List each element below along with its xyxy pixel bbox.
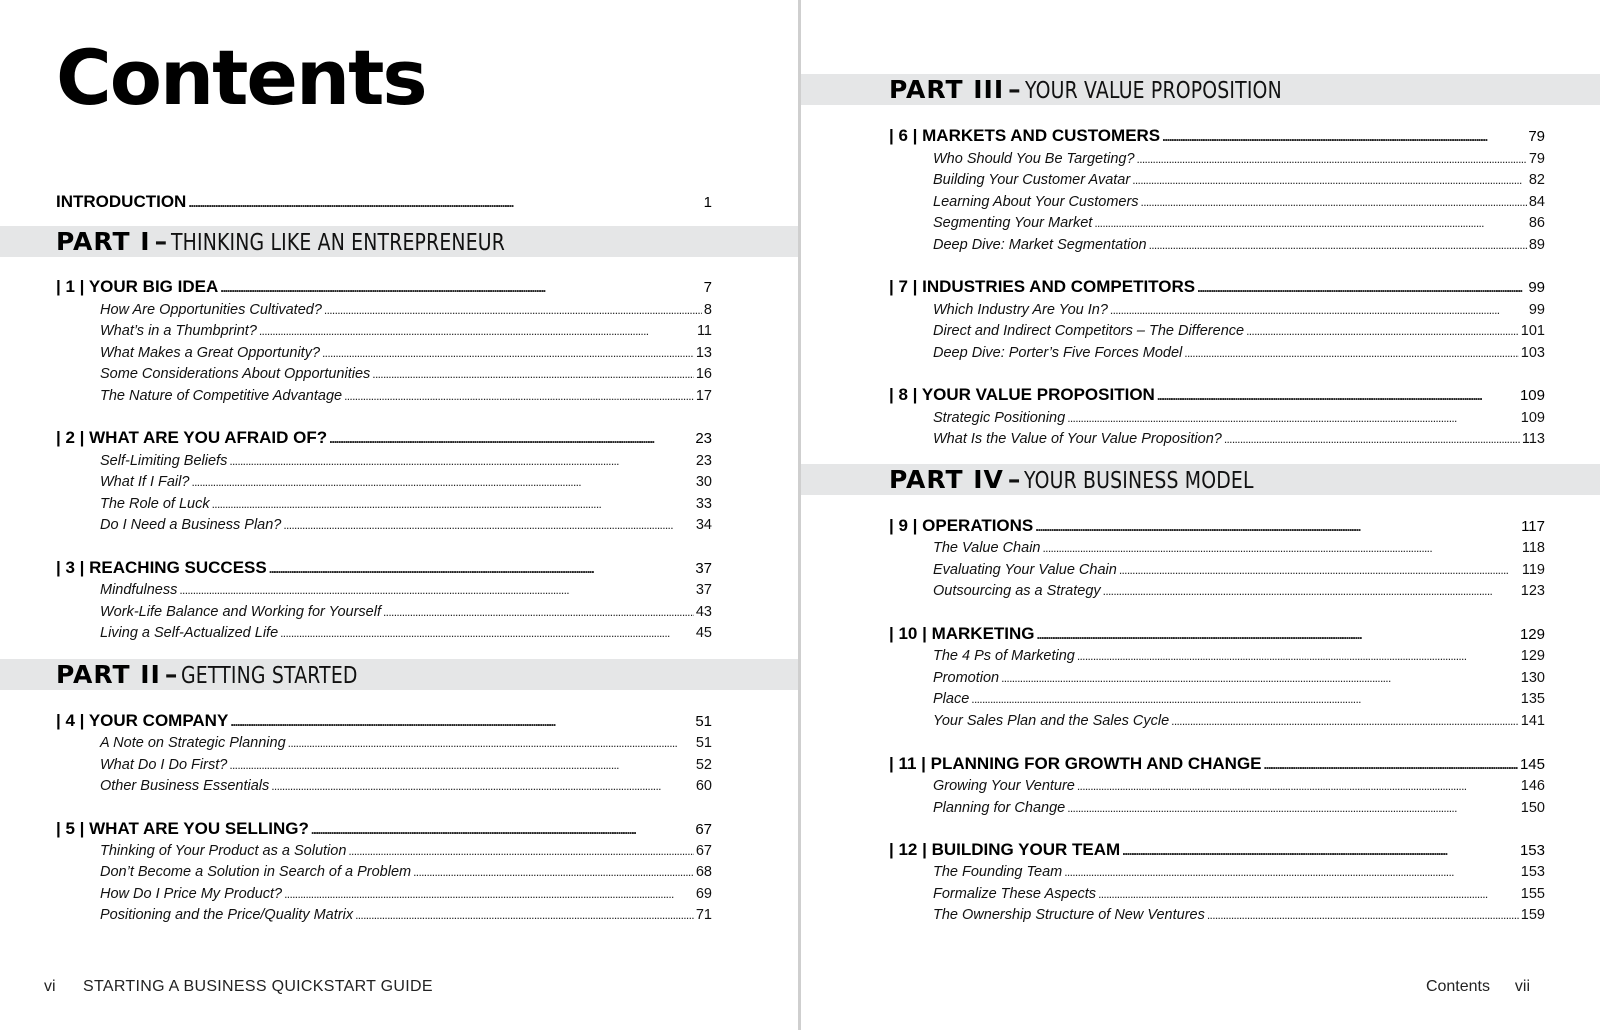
toc-section[interactable] (933, 776, 1545, 796)
page-number: 99 (1528, 279, 1545, 296)
toc-section[interactable] (100, 472, 712, 492)
section-title: Positioning and the Price/Quality Matrix (100, 907, 354, 923)
dot-leader (1035, 516, 1519, 537)
page-number: 69 (695, 886, 712, 902)
dot-leader (1001, 668, 1519, 688)
toc-chapter[interactable] (889, 624, 1545, 644)
page-number: 129 (1519, 626, 1545, 643)
toc-section[interactable] (933, 321, 1545, 341)
section-title: Growing Your Venture (933, 778, 1075, 794)
toc-section[interactable] (933, 668, 1545, 688)
dot-leader (283, 515, 694, 535)
page-number: 34 (695, 517, 712, 533)
chapter-title: | 9 | OPERATIONS (889, 516, 1034, 535)
chapter-title: | 11 | PLANNING FOR GROWTH AND CHANGE (889, 754, 1262, 773)
page-number: 7 (703, 279, 712, 296)
dot-leader (1037, 624, 1518, 645)
toc-section[interactable] (933, 192, 1545, 212)
toc-section[interactable] (100, 386, 712, 406)
section-title: Who Should You Be Targeting? (933, 151, 1135, 167)
section-title: The Role of Luck (100, 496, 210, 512)
toc-section[interactable] (933, 646, 1545, 666)
page-number: 123 (1520, 583, 1545, 599)
page-number: 17 (695, 388, 712, 404)
dot-leader (1246, 321, 1519, 341)
section-title: Formalize These Aspects (933, 886, 1097, 902)
section-title: Place (933, 691, 970, 707)
section-title: Deep Dive: Market Segmentation (933, 237, 1147, 253)
page-number: 68 (695, 864, 712, 880)
dot-leader (230, 711, 693, 732)
section-title: What Do I Do First? (100, 757, 228, 773)
section-title: Strategic Positioning (933, 410, 1066, 426)
chapter-title: | 3 | REACHING SUCCESS (56, 558, 267, 577)
part-separator: – (164, 660, 178, 689)
page-number: 117 (1521, 518, 1545, 535)
dot-leader (1197, 277, 1526, 298)
section-title: Evaluating Your Value Chain (933, 562, 1117, 578)
dot-leader (280, 623, 694, 643)
toc-section[interactable] (933, 689, 1545, 709)
toc-section[interactable] (100, 862, 712, 882)
page-number: 103 (1520, 345, 1545, 361)
dot-leader (1077, 776, 1519, 796)
dot-leader (1094, 213, 1527, 233)
part-title: YOUR VALUE PROPOSITION (1024, 78, 1282, 104)
toc-section[interactable] (100, 343, 712, 363)
chapter-title: | 5 | WHAT ARE YOU SELLING? (56, 819, 309, 838)
dot-leader (1207, 905, 1519, 925)
dot-leader (329, 428, 693, 449)
dot-leader (284, 884, 694, 904)
dot-leader (413, 862, 694, 882)
dot-leader (288, 733, 694, 753)
dot-leader (220, 277, 701, 298)
section-title: What Makes a Great Opportunity? (100, 345, 321, 361)
page-number: 33 (695, 496, 712, 512)
section-title: How Do I Price My Product? (100, 886, 283, 902)
part-label: PART II (56, 660, 161, 689)
toc-section[interactable] (933, 408, 1545, 428)
footer-running-head: Contents (1425, 978, 1490, 995)
section-title: What If I Fail? (100, 474, 190, 490)
toc-chapter[interactable] (889, 516, 1545, 536)
page-number: 1 (703, 194, 712, 211)
section-title: Direct and Indirect Competitors – The Difference (933, 323, 1245, 339)
dot-leader (191, 472, 693, 492)
dot-leader (188, 192, 701, 213)
section-title: Outsourcing as a Strategy (933, 583, 1101, 599)
dot-leader (383, 602, 694, 622)
toc-chapter[interactable] (889, 754, 1545, 774)
toc-section[interactable] (100, 515, 712, 535)
chapter-title: | 7 | INDUSTRIES AND COMPETITORS (889, 277, 1196, 296)
dot-leader (1224, 429, 1520, 449)
page-number: 23 (695, 453, 712, 469)
dot-leader (1119, 560, 1520, 580)
part-heading (0, 659, 798, 690)
section-title: Self-Limiting Beliefs (100, 453, 228, 469)
toc-chapter[interactable] (56, 428, 712, 448)
page-number: 37 (695, 560, 712, 577)
page-number: 43 (695, 604, 712, 620)
section-title: The Ownership Structure of New Ventures (933, 907, 1205, 923)
page-number: 86 (1528, 215, 1545, 231)
chapter-title: | 12 | BUILDING YOUR TEAM (889, 840, 1121, 859)
section-title: A Note on Strategic Planning (100, 735, 286, 751)
section-title: The 4 Ps of Marketing (933, 648, 1075, 664)
page-number: 84 (1528, 194, 1545, 210)
dot-leader (1171, 711, 1519, 731)
toc-section[interactable] (933, 170, 1545, 190)
toc-section[interactable] (933, 905, 1545, 925)
dot-leader (1141, 192, 1527, 212)
toc-section[interactable] (100, 776, 712, 796)
toc-section[interactable] (933, 300, 1545, 320)
page-number: 51 (695, 713, 712, 730)
dot-leader (229, 451, 694, 471)
toc-chapter[interactable] (889, 385, 1545, 405)
page-number: 16 (695, 366, 712, 382)
toc-section[interactable] (100, 841, 712, 861)
toc-section[interactable] (933, 711, 1545, 731)
section-title: The Value Chain (933, 540, 1041, 556)
page-number: 51 (695, 735, 712, 751)
toc-section[interactable] (933, 343, 1545, 363)
section-title: The Founding Team (933, 864, 1063, 880)
dot-leader (1132, 170, 1527, 190)
dot-leader (1067, 798, 1519, 818)
toc-section[interactable] (933, 429, 1545, 449)
dot-leader (212, 494, 694, 514)
toc-chapter[interactable] (56, 558, 712, 578)
dot-leader (1162, 126, 1526, 147)
toc-section[interactable] (100, 321, 712, 341)
page-number: 130 (1520, 670, 1545, 686)
page-number: 45 (695, 625, 712, 641)
section-title: Don’t Become a Solution in Search of a Problem (100, 864, 412, 880)
toc-section[interactable] (100, 494, 712, 514)
page-number: 67 (695, 843, 712, 859)
section-title: Mindfulness (100, 582, 178, 598)
section-title: Do I Need a Business Plan? (100, 517, 282, 533)
chapter-title: | 10 | MARKETING (889, 624, 1035, 643)
chapter-title: | 4 | YOUR COMPANY (56, 711, 229, 730)
dot-leader (372, 364, 694, 384)
part-heading (801, 74, 1600, 105)
dot-leader (322, 343, 694, 363)
page-number: 135 (1520, 691, 1545, 707)
dot-leader (1149, 235, 1527, 255)
section-title: Deep Dive: Porter’s Five Forces Model (933, 345, 1183, 361)
toc-section[interactable] (933, 213, 1545, 233)
dot-leader (1137, 149, 1527, 169)
part-label: PART III (889, 75, 1005, 104)
chapter-title: | 2 | WHAT ARE YOU AFRAID OF? (56, 428, 328, 447)
page-number: 153 (1519, 842, 1545, 859)
dot-leader (229, 755, 694, 775)
toc-section[interactable] (933, 235, 1545, 255)
dot-leader (1064, 862, 1519, 882)
toc-section[interactable] (100, 623, 712, 643)
page-title: Contents (56, 33, 426, 122)
toc-section[interactable] (100, 755, 712, 775)
toc-section[interactable] (100, 300, 712, 320)
toc-section[interactable] (933, 862, 1545, 882)
dot-leader (344, 386, 694, 406)
part-title: THINKING LIKE AN ENTREPRENEUR (171, 230, 506, 256)
dot-leader (1184, 343, 1519, 363)
page-number: 79 (1528, 151, 1545, 167)
dot-leader (311, 819, 693, 840)
toc-chapter[interactable] (56, 277, 712, 297)
toc-chapter[interactable] (889, 277, 1545, 297)
page-number: 118 (1521, 540, 1545, 556)
page-number: 153 (1520, 864, 1545, 880)
section-title: Other Business Essentials (100, 778, 270, 794)
page-number: 150 (1520, 800, 1545, 816)
dot-leader (324, 300, 702, 320)
dot-leader (1157, 385, 1518, 406)
part-title: GETTING STARTED (181, 663, 358, 689)
dot-leader (1110, 300, 1527, 320)
section-title: How Are Opportunities Cultivated? (100, 302, 322, 318)
page-number: 119 (1521, 562, 1545, 578)
page-number: 37 (695, 582, 712, 598)
dot-leader (355, 905, 694, 925)
dot-leader (1122, 840, 1518, 861)
page-number: 109 (1519, 387, 1545, 404)
section-title: Some Considerations About Opportunities (100, 366, 371, 382)
section-title: Learning About Your Customers (933, 194, 1139, 210)
section-title: Promotion (933, 670, 1000, 686)
dot-leader (1077, 646, 1519, 666)
toc-section[interactable] (100, 451, 712, 471)
section-title: Building Your Customer Avatar (933, 172, 1131, 188)
section-title: Thinking of Your Product as a Solution (100, 843, 347, 859)
dot-leader (1098, 884, 1519, 904)
toc-section[interactable] (100, 905, 712, 925)
page-number: 101 (1520, 323, 1545, 339)
dot-leader (348, 841, 693, 861)
page-number: 30 (695, 474, 712, 490)
page-number: 113 (1521, 431, 1545, 447)
page-number: 60 (695, 778, 712, 794)
part-heading (801, 464, 1600, 495)
toc-section[interactable] (933, 884, 1545, 904)
toc-chapter[interactable] (889, 126, 1545, 146)
page-number: 23 (695, 430, 712, 447)
footer-page-number: vi (44, 978, 56, 995)
toc-section[interactable] (933, 798, 1545, 818)
left-page (0, 0, 798, 1030)
footer-page-number: vii (1514, 978, 1530, 995)
section-title: What’s in a Thumbprint? (100, 323, 257, 339)
toc-chapter[interactable] (889, 840, 1545, 860)
page-number: 79 (1528, 128, 1545, 145)
part-label: PART IV (889, 465, 1004, 494)
toc-section[interactable] (933, 581, 1545, 601)
page-number: 146 (1520, 778, 1545, 794)
section-title: The Nature of Competitive Advantage (100, 388, 343, 404)
part-separator: – (1007, 465, 1021, 494)
dot-leader (1264, 754, 1518, 775)
page-number: 8 (703, 302, 712, 318)
dot-leader (1103, 581, 1519, 601)
section-title: Work-Life Balance and Working for Yourself (100, 604, 382, 620)
part-separator: – (154, 227, 168, 256)
section-title: Living a Self-Actualized Life (100, 625, 279, 641)
toc-section[interactable] (100, 602, 712, 622)
toc-section[interactable] (933, 538, 1545, 558)
page-number: 71 (695, 907, 712, 923)
page-number: 159 (1520, 907, 1545, 923)
toc-section[interactable] (933, 560, 1545, 580)
toc-section[interactable] (100, 733, 712, 753)
chapter-title: | 8 | YOUR VALUE PROPOSITION (889, 385, 1155, 404)
toc-chapter[interactable] (56, 819, 712, 839)
toc-section[interactable] (100, 364, 712, 384)
page-number: 11 (696, 323, 712, 339)
section-title: Planning for Change (933, 800, 1066, 816)
toc-section[interactable] (100, 580, 712, 600)
section-title: What Is the Value of Your Value Proposition? (933, 431, 1222, 447)
dot-leader (1067, 408, 1519, 428)
part-separator: – (1008, 75, 1021, 104)
section-title: Your Sales Plan and the Sales Cycle (933, 713, 1170, 729)
part-heading (0, 226, 798, 257)
page-number: 145 (1519, 756, 1545, 773)
page-number: 141 (1520, 713, 1545, 729)
part-title: YOUR BUSINESS MODEL (1024, 468, 1255, 494)
dot-leader (269, 558, 694, 579)
page-number: 82 (1528, 172, 1545, 188)
dot-leader (179, 580, 693, 600)
section-title: Which Industry Are You In? (933, 302, 1108, 318)
right-page (801, 0, 1600, 1030)
footer-book-title: STARTING A BUSINESS QUICKSTART GUIDE (83, 978, 433, 995)
page-number: 89 (1528, 237, 1545, 253)
page-number: 129 (1520, 648, 1545, 664)
chapter-title: | 1 | YOUR BIG IDEA (56, 277, 219, 296)
part-label: PART I (56, 227, 151, 256)
toc-section[interactable] (100, 884, 712, 904)
page-number: 67 (695, 821, 712, 838)
toc-section[interactable] (933, 149, 1545, 169)
toc-chapter[interactable] (56, 711, 712, 731)
toc-introduction[interactable] (56, 192, 712, 212)
page-number: 52 (695, 757, 712, 773)
page-number: 13 (695, 345, 712, 361)
dot-leader (259, 321, 695, 341)
dot-leader (1042, 538, 1519, 558)
section-title: Segmenting Your Market (933, 215, 1093, 231)
dot-leader (971, 689, 1519, 709)
page-number: 109 (1520, 410, 1545, 426)
chapter-title: | 6 | MARKETS AND CUSTOMERS (889, 126, 1161, 145)
page-number: 155 (1520, 886, 1545, 902)
chapter-title: INTRODUCTION (56, 192, 187, 211)
dot-leader (271, 776, 694, 796)
page-number: 99 (1528, 302, 1545, 318)
